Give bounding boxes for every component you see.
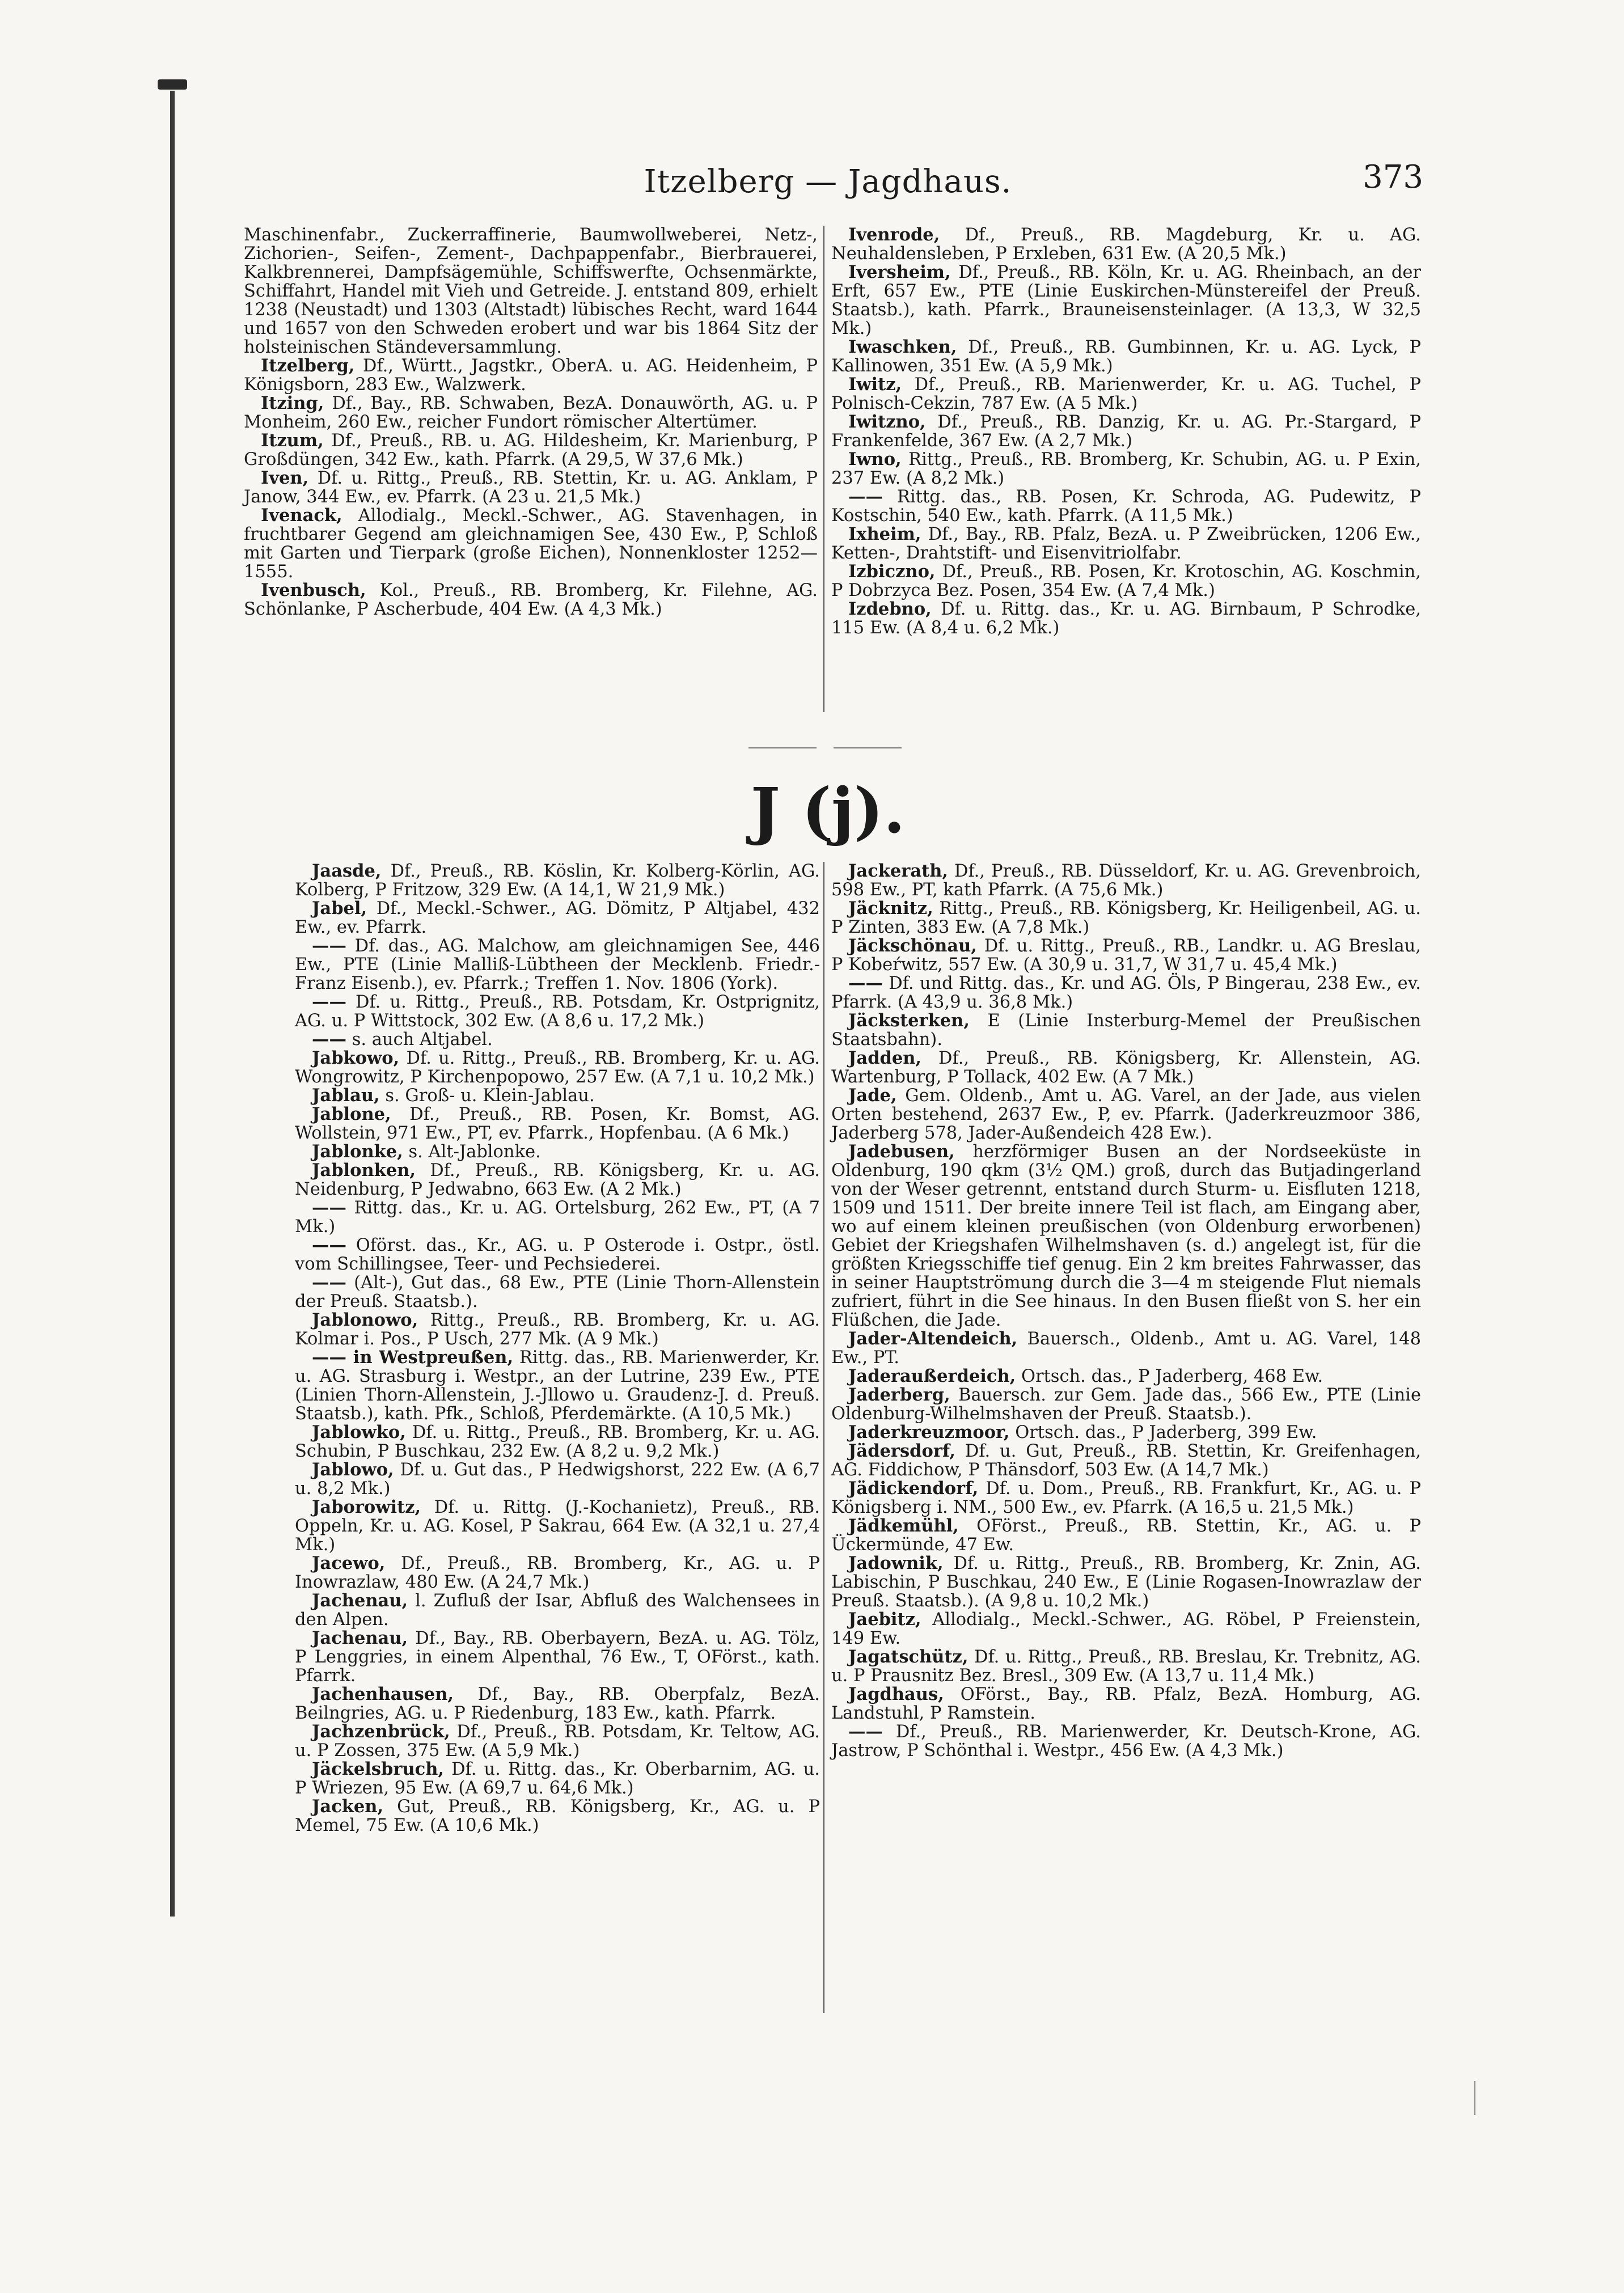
column-divider-top [823, 226, 824, 712]
dictionary-entry [295, 1348, 820, 1423]
entry-text: Df., Bay., RB. Pfalz, BezA. u. P Zweibrücken, 1206 Ew., Ketten-, Drahtstift- und Eisenvitriolfabr. [831, 524, 1421, 563]
entry-text: Df., Preuß., RB. Gumbinnen, Kr. u. AG. Lyck, P Kallinowen, 351 Ew. (A 5,9 Mk.) [831, 337, 1421, 376]
entry-headword: Jaderaußerdeich, [848, 1366, 1016, 1386]
entry-text: s. Groß- u. Klein-Jablau. [385, 1086, 595, 1106]
dictionary-entry [831, 375, 1421, 413]
entry-text: l. Zufluß der Isar, Abfluß des Walchensees in den Alpen. [295, 1591, 820, 1630]
dictionary-entry [295, 1199, 820, 1236]
entry-headword: Ivenbusch, [261, 580, 366, 600]
entry-text: Df., Preuß., RB. Posen, Kr. Bomst, AG. Wollstein, 971 Ew., PT, ev. Pfarrk., Hopfenbau. (A 6 Mk.) [295, 1105, 821, 1143]
dictionary-entry [831, 1143, 1421, 1330]
margin-mark [1474, 2081, 1475, 2115]
entry-headword: Jablau, [312, 1085, 380, 1106]
dictionary-entry [831, 1685, 1421, 1723]
dictionary-entry [831, 525, 1421, 562]
dictionary-entry [295, 1423, 820, 1461]
entry-text: Df. u. Dom., Preuß., RB. Frankfurt, Kr., AG. u. P Königsberg i. NM., 500 Ew., ev. Pfarrk. (A 16,5 u. 21,5 Mk.) [831, 1479, 1421, 1517]
entry-text: Df., Preuß., RB. Bromberg, Kr., AG. u. P Inowrazlaw, 480 Ew. (A 24,7 Mk.) [295, 1554, 820, 1592]
entry-headword: Jachenhausen, [312, 1684, 454, 1704]
dictionary-entry [295, 862, 820, 899]
entry-text: Bauersch. zur Gem. Jade das., 566 Ew., PTE (Linie Oldenburg-Wilhelmshaven der Preuß. Staatsb.). [831, 1385, 1422, 1424]
entry-headword: Jaborowitz, [312, 1497, 421, 1517]
dictionary-entry [831, 974, 1421, 1012]
entry-text: Rittg. das., RB. Posen, Kr. Schroda, AG. Pudewitz, P Kostschin, 540 Ew., kath. Pfarrk. (A 11,5 Mk.) [831, 487, 1421, 526]
dictionary-entry [831, 1648, 1421, 1685]
dictionary-entry [295, 1105, 820, 1143]
entry-headword: —— [848, 486, 883, 507]
entry-headword: Jablowo, [312, 1459, 394, 1480]
dictionary-entry [831, 1086, 1421, 1143]
entry-headword: Jaebitz, [848, 1609, 921, 1630]
dictionary-entry [831, 562, 1421, 600]
entry-headword: Jäcksterken, [848, 1010, 970, 1031]
entry-text: OFörst., Preuß., RB. Stettin, Kr., AG. u. P Ückermünde, 47 Ew. [831, 1516, 1421, 1555]
entry-headword: Jade, [848, 1085, 897, 1106]
entry-text: Df., Preuß., RB. Marienwerder, Kr. Deutsch-Krone, AG. Jastrow, P Schönthal i. Westpr., 456 Ew. (A 4,3 Mk.) [831, 1722, 1421, 1761]
entry-headword: Jablone, [312, 1104, 391, 1124]
dictionary-entry [831, 899, 1421, 937]
entry-text: Df. u. Rittg. das., Kr. Oberbarnim, AG. u. P Wriezen, 95 Ew. (A 69,7 u. 64,6 Mk.) [295, 1759, 820, 1798]
entry-text: Df. u. Rittg., Preuß., RB. Bromberg, Kr. u. AG. Schubin, P Buschkau, 232 Ew. (A 8,2 u. 9,2 Mk.) [295, 1423, 820, 1461]
entry-headword: Jablowko, [312, 1422, 406, 1442]
entry-text: Df., Preuß., RB. Danzig, Kr. u. AG. Pr.-Stargard, P Frankenfelde, 367 Ew. (A 2,7 Mk.) [831, 412, 1421, 451]
entry-headword: Jablonken, [312, 1160, 416, 1181]
entry-text: (Alt-), Gut das., 68 Ew., PTE (Linie Thorn-Allenstein der Preuß. Staatsb.). [295, 1273, 820, 1312]
dictionary-entry [831, 1610, 1421, 1648]
entry-text: Df., Preuß., RB. Potsdam, Kr. Teltow, AG. u. P Zossen, 375 Ew. (A 5,9 Mk.) [295, 1722, 820, 1761]
dictionary-entry [831, 1723, 1421, 1760]
column-top-right [831, 226, 1421, 637]
dictionary-entry [831, 338, 1421, 375]
entry-text: herzförmiger Busen an der Nordseeküste in Oldenburg, 190 qkm (3½ QM.) groß, durch das Butjadingerland von der Weser getrennt, entstand durch Sturm- u. Eisfluten 1218, 1509 und 1511. Der breite innere Teil ist flach, am Eingang aber, wo auf einem kleinen preußischen (von Oldenburg erworbenen) Gebiet der Kriegshafen Wilhelmshaven (s. d.) angelegt ist, für die größten Kriegsschiffe tief genug. Ein 2 km breites Fahrwasser, das in seiner Hauptströmung durch die 3—4 m steigende Flut niemals zufriert, führt in die See hinaus. In den Busen fließt von S. her ein Flüßchen, die Jade. [831, 1142, 1421, 1330]
entry-headword: —— [312, 1029, 346, 1050]
entry-text: Rittg., Preuß., RB. Königsberg, Kr. Heiligenbeil, AG. u. P Zinten, 383 Ew. (A 7,8 Mk.) [831, 899, 1421, 937]
dictionary-entry [831, 1049, 1421, 1086]
entry-text: Df. u. Rittg., Preuß., RB., Landkr. u. AG Breslau, P Kobeŕwitz, 557 Ew. (A 30,9 u. 31,7, W 31,7 u. 45,4 Mk.) [831, 936, 1421, 975]
dictionary-entry [295, 1498, 820, 1554]
entry-text: Rittg. das., Kr. u. AG. Ortelsburg, 262 Ew., PT, (A 7 Mk.) [295, 1198, 820, 1237]
dictionary-entry [295, 1049, 820, 1086]
dictionary-entry [244, 226, 818, 357]
entry-headword: Iven, [261, 468, 309, 488]
entry-headword: Jagdhaus, [848, 1684, 944, 1704]
entry-text: Kol., Preuß., RB. Bromberg, Kr. Filehne, AG. Schönlanke, P Ascherbude, 404 Ew. (A 4,3 Mk.) [244, 581, 818, 619]
dictionary-entry [244, 394, 818, 431]
entry-text: Df. das., AG. Malchow, am gleichnamigen See, 446 Ew., PTE (Linie Malliß-Lübtheen der Mecklenb. Friedr.-Franz Eisenb.), ev. Pfarrk.; Treffen 1. Nov. 1806 (York). [295, 936, 820, 993]
entry-headword: Jäcknitz, [848, 898, 933, 919]
column-bottom-left [295, 862, 820, 1835]
entry-text: s. Alt-Jablonke. [408, 1142, 541, 1162]
entry-headword: —— [848, 973, 883, 993]
section-rule-left [748, 747, 817, 748]
entry-headword: Jablonowo, [312, 1310, 418, 1330]
entry-text: Df. u. Rittg. (J.-Kochanietz), Preuß., RB. Oppeln, Kr. u. AG. Kosel, P Sakrau, 664 Ew. (A 32,1 u. 27,4 Mk.) [295, 1497, 820, 1555]
entry-text: s. auch Altjabel. [352, 1030, 493, 1050]
entry-headword: Jacken, [312, 1796, 384, 1817]
entry-headword: Jadden, [848, 1048, 922, 1068]
entry-headword: Jadebusen, [848, 1141, 955, 1162]
dictionary-entry [244, 431, 818, 469]
entry-headword: Jachenau, [312, 1628, 408, 1648]
dictionary-entry [831, 1517, 1421, 1554]
dictionary-entry [831, 937, 1421, 974]
entry-text: Df., Preuß., RB. Marienwerder, Kr. u. AG. Tuchel, P Polnisch-Cekzin, 787 Ew. (A 5 Mk.) [831, 375, 1421, 413]
entry-headword: Iwitzno, [848, 412, 926, 432]
dictionary-entry [831, 1442, 1421, 1479]
dictionary-entry [831, 413, 1421, 450]
entry-text: Df., Preuß., RB. u. AG. Hildesheim, Kr. Marienburg, P Großdüngen, 342 Ew., kath. Pfarrk. (A 29,5, W 37,6 Mk.) [244, 431, 818, 469]
entry-text: Df. u. Gut, Preuß., RB. Stettin, Kr. Greifenhagen, AG. Fiddichow, P Thänsdorf, 503 Ew. (A 14,7 Mk.) [831, 1441, 1421, 1480]
entry-text: Df. u. Rittg., Preuß., RB. Breslau, Kr. Trebnitz, AG. u. P Prausnitz Bez. Bresl., 309 Ew. (A 13,7 u. 11,4 Mk.) [831, 1647, 1421, 1686]
entry-headword: Jadownik, [848, 1553, 944, 1573]
dictionary-entry [295, 1030, 820, 1049]
dictionary-entry [295, 1760, 820, 1797]
entry-headword: Jaderberg, [848, 1385, 950, 1405]
entry-headword: —— in Westpreußen, [312, 1347, 514, 1368]
entry-text: Df., Preuß., RB. Königsberg, Kr. Allenstein, AG. Wartenburg, P Tollack, 402 Ew. (A 7 Mk.) [831, 1048, 1421, 1087]
binding-cap [158, 79, 187, 90]
dictionary-entry [295, 1311, 820, 1348]
entry-text: Ortsch. das., P Jaderberg, 399 Ew. [1015, 1423, 1317, 1442]
entry-headword: Jabkowo, [312, 1048, 400, 1068]
dictionary-entry [831, 862, 1421, 899]
entry-text: Df. u. Rittg., Preuß., RB. Potsdam, Kr. Ostprignitz, AG. u. P Wittstock, 302 Ew. (A 8,6 u. 17,2 Mk.) [295, 992, 820, 1031]
dictionary-entry [244, 506, 818, 581]
dictionary-entry [244, 357, 818, 394]
dictionary-entry [295, 1592, 820, 1629]
entry-text: Df., Preuß., RB. Köln, Kr. u. AG. Rheinbach, an der Erft, 657 Ew., PTE (Linie Euskirchen-Münstereifel der Preuß. Staatsb.), kath. Pfarrk., Brauneisensteinlager. (A 13,3, W 32,5 Mk.) [831, 263, 1421, 339]
dictionary-entry [831, 1554, 1421, 1610]
entry-text: Rittg. das., RB. Marienwerder, Kr. u. AG. Strasburg i. Westpr., an der Lutrine, 239 Ew., PTE (Linien Thorn-Allenstein, J.-Jllowo u. Graudenz-J. d. Preuß. Staatsb.), kath. Pfk., Schloß, Pferdemärkte. (A 10,5 Mk.) [295, 1348, 821, 1424]
entry-headword: —— [312, 936, 346, 956]
entry-text: Gut, Preuß., RB. Königsberg, Kr., AG. u. P Memel, 75 Ew. (A 10,6 Mk.) [295, 1797, 820, 1835]
dictionary-entry [831, 1423, 1421, 1442]
dictionary-entry [831, 450, 1421, 488]
entry-text: Df. u. Rittg., Preuß., RB. Bromberg, Kr. u. AG. Wongrowitz, P Kirchenpopowo, 257 Ew. (A 7,1 u. 10,2 Mk.) [295, 1048, 820, 1087]
entry-headword: Jachzenbrück, [312, 1721, 450, 1742]
entry-text: Df. u. Rittg., Preuß., RB. Stettin, Kr. u. AG. Anklam, P Janow, 344 Ew., ev. Pfarrk. (A 23 u. 21,5 Mk.) [244, 468, 818, 507]
entry-text: Df. u. Rittg. das., Kr. u. AG. Birnbaum, P Schrodke, 115 Ew. (A 8,4 u. 6,2 Mk.) [831, 599, 1421, 638]
entry-headword: Itzelberg, [261, 356, 355, 376]
entry-text: OFörst., Bay., RB. Pfalz, BezA. Homburg, AG. Landstuhl, P Ramstein. [831, 1685, 1421, 1723]
entry-headword: Jagatschütz, [848, 1647, 969, 1667]
entry-text: Df., Preuß., RB. Köslin, Kr. Kolberg-Körlin, AG. Kolberg, P Fritzow, 329 Ew. (A 14,1, W 21,9 Mk.) [295, 861, 820, 900]
entry-headword: Jädickendorf, [848, 1478, 979, 1499]
dictionary-entry [831, 1479, 1421, 1517]
entry-headword: Jäckelsbruch, [312, 1759, 444, 1779]
entry-headword: —— [312, 1272, 346, 1293]
entry-headword: Jaasde, [312, 861, 382, 881]
dictionary-entry [295, 1236, 820, 1274]
entry-text: Gem. Oldenb., Amt u. AG. Varel, an der Jade, aus vielen Orten bestehend, 2637 Ew., P, ev. Pfarrk. (Jaderkreuzmoor 386, Jaderberg 578, Jader-Außendeich 428 Ew.). [831, 1086, 1421, 1143]
entry-text: Df., Meckl.-Schwer., AG. Dömitz, P Altjabel, 432 Ew., ev. Pfarrk. [295, 899, 820, 937]
dictionary-entry [295, 1461, 820, 1498]
entry-headword: Jablonke, [312, 1141, 403, 1162]
entry-headword: Jädkemühl, [848, 1516, 959, 1536]
dictionary-entry [295, 1797, 820, 1835]
entry-headword: Jackerath, [848, 861, 949, 881]
entry-headword: —— [312, 992, 346, 1012]
dictionary-entry [244, 581, 818, 619]
binding-rule [170, 91, 175, 1917]
dictionary-entry [831, 600, 1421, 637]
entry-headword: Iversheim, [848, 262, 951, 282]
entry-headword: Iwitz, [848, 374, 902, 395]
entry-text: Df., Württ., Jagstkr., OberA. u. AG. Heidenheim, P Königsborn, 283 Ew., Walzwerk. [244, 356, 818, 395]
entry-headword: —— [312, 1198, 346, 1218]
entry-text: Df. u. Rittg., Preuß., RB. Bromberg, Kr. Znin, AG. Labischin, P Buschkau, 240 Ew., E (Linie Rogasen-Inowrazlaw der Preuß. Staatsb.). (A 9,8 u. 10,2 Mk.) [831, 1554, 1421, 1611]
entry-headword: Izdebno, [848, 599, 932, 619]
dictionary-entry [831, 488, 1421, 525]
entry-text: Df., Bay., RB. Oberbayern, BezA. u. AG. Tölz, P Lenggries, in einem Alpenthal, 76 Ew., T, OFörst., kath. Pfarrk. [295, 1628, 820, 1686]
entry-headword: Jädersdorf, [848, 1441, 955, 1461]
entry-headword: Izbiczno, [848, 561, 936, 582]
dictionary-entry [295, 1723, 820, 1760]
entry-text: Allodialg., Meckl.-Schwer., AG. Stavenhagen, in fruchtbarer Gegend am gleichnamigen See, 430 Ew., P, Schloß mit Garten und Tierpark (große Eichen), Nonnenkloster 1252—1555. [244, 506, 818, 582]
dictionary-entry [295, 937, 820, 993]
dictionary-entry [831, 1012, 1421, 1049]
entry-text: Df., Bay., RB. Oberpfalz, BezA. Beilngries, AG. u. P Riedenburg, 183 Ew., kath. Pfarrk. [295, 1685, 820, 1723]
entry-headword: —— [848, 1721, 883, 1742]
entry-text: Df., Preuß., RB. Düsseldorf, Kr. u. AG. Grevenbroich, 598 Ew., PT, kath Pfarrk. (A 75,6 Mk.) [831, 861, 1421, 900]
entry-text: Df., Preuß., RB. Königsberg, Kr. u. AG. Neidenburg, P Jedwabno, 663 Ew. (A 2 Mk.) [295, 1161, 820, 1199]
dictionary-entry [244, 469, 818, 506]
entry-headword: Iwno, [848, 449, 902, 469]
dictionary-entry [831, 1330, 1421, 1367]
dictionary-entry [831, 1386, 1421, 1423]
dictionary-entry [831, 263, 1421, 338]
dictionary-entry [295, 1161, 820, 1199]
entry-text: Df., Bay., RB. Schwaben, BezA. Donauwörth, AG. u. P Monheim, 260 Ew., reicher Fundort römischer Altertümer. [244, 394, 818, 432]
entry-text: Rittg., Preuß., RB. Bromberg, Kr. Schubin, AG. u. P Exin, 237 Ew. (A 8,2 Mk.) [831, 450, 1421, 488]
entry-headword: Jachenau, [312, 1590, 408, 1611]
entry-headword: Jaderkreuzmoor, [848, 1422, 1010, 1442]
entry-headword: Jacewo, [312, 1553, 386, 1573]
entry-text: Bauersch., Oldenb., Amt u. AG. Varel, 148 Ew., PT. [831, 1329, 1421, 1368]
page-number: 373 [1363, 159, 1423, 196]
running-header: Itzelberg — Jagdhaus. [644, 163, 1012, 200]
entry-text: Df. u. Gut das., P Hedwigshorst, 222 Ew. (A 6,7 u. 8,2 Mk.) [295, 1460, 820, 1499]
entry-headword: Iwaschken, [848, 337, 957, 357]
entry-text: E (Linie Insterburg-Memel der Preußischen Staatsbahn). [831, 1011, 1422, 1050]
entry-text: Oförst. das., Kr., AG. u. P Osterode i. Ostpr., östl. vom Schillingsee, Teer- und Pechsiederei. [295, 1236, 820, 1274]
entry-text: Allodialg., Meckl.-Schwer., AG. Röbel, P Freienstein, 149 Ew. [831, 1610, 1421, 1648]
entry-text: Df., Preuß., RB. Posen, Kr. Krotoschin, AG. Koschmin, P Dobrzyca Bez. Posen, 354 Ew. (A 7,4 Mk.) [831, 562, 1421, 600]
entry-headword: Jabel, [312, 898, 367, 919]
dictionary-entry [295, 1086, 820, 1105]
dictionary-entry [295, 1554, 820, 1592]
dictionary-entry [831, 226, 1421, 263]
entry-headword: Jader-Altendeich, [848, 1329, 1018, 1349]
entry-text: Rittg., Preuß., RB. Bromberg, Kr. u. AG. Kolmar i. Pos., P Usch, 277 Mk. (A 9 Mk.) [295, 1310, 820, 1349]
entry-text: Maschinenfabr., Zuckerraffinerie, Baumwollweberei, Netz-, Zichorien-, Seifen-, Zement-, Dachpappenfabr., Bierbrauerei, Kalkbrennerei, Dampfsägemühle, Schiffswerfte, Ochsenmärkte, Schiffahrt, Handel mit Vieh und Getreide. J. entstand 809, erhielt 1238 (Neustadt) und 1303 (Altstadt) lübisches Recht, ward 1644 und 1657 von den Schweden erobert und war bis 1864 Sitz der holsteinischen Ständeversammlung. [244, 225, 818, 357]
entry-text: Df. und Rittg. das., Kr. und AG. Öls, P Bingerau, 238 Ew., ev. Pfarrk. (A 43,9 u. 36,8 Mk.) [831, 974, 1421, 1012]
section-rule-right [834, 747, 902, 748]
dictionary-entry [295, 1274, 820, 1311]
entry-headword: —— [312, 1235, 346, 1255]
section-heading: J (j). [750, 774, 906, 847]
dictionary-entry [295, 899, 820, 937]
dictionary-entry [295, 1143, 820, 1161]
column-bottom-right [831, 862, 1421, 1760]
entry-headword: Ivenack, [261, 505, 342, 526]
dictionary-entry [295, 993, 820, 1030]
column-top-left [244, 226, 818, 619]
column-divider-bottom [823, 862, 824, 2013]
dictionary-entry [295, 1629, 820, 1685]
entry-headword: Itzum, [261, 430, 324, 451]
dictionary-entry [831, 1367, 1421, 1386]
entry-headword: Jäckschönau, [848, 936, 977, 956]
entry-text: Ortsch. das., P Jaderberg, 468 Ew. [1021, 1367, 1323, 1386]
dictionary-entry [295, 1685, 820, 1723]
entry-text: Df., Preuß., RB. Magdeburg, Kr. u. AG. Neuhaldensleben, P Erxleben, 631 Ew. (A 20,5 Mk.) [831, 225, 1422, 264]
entry-headword: Itzing, [261, 393, 324, 413]
entry-headword: Ivenrode, [848, 225, 940, 245]
entry-headword: Ixheim, [848, 524, 921, 544]
